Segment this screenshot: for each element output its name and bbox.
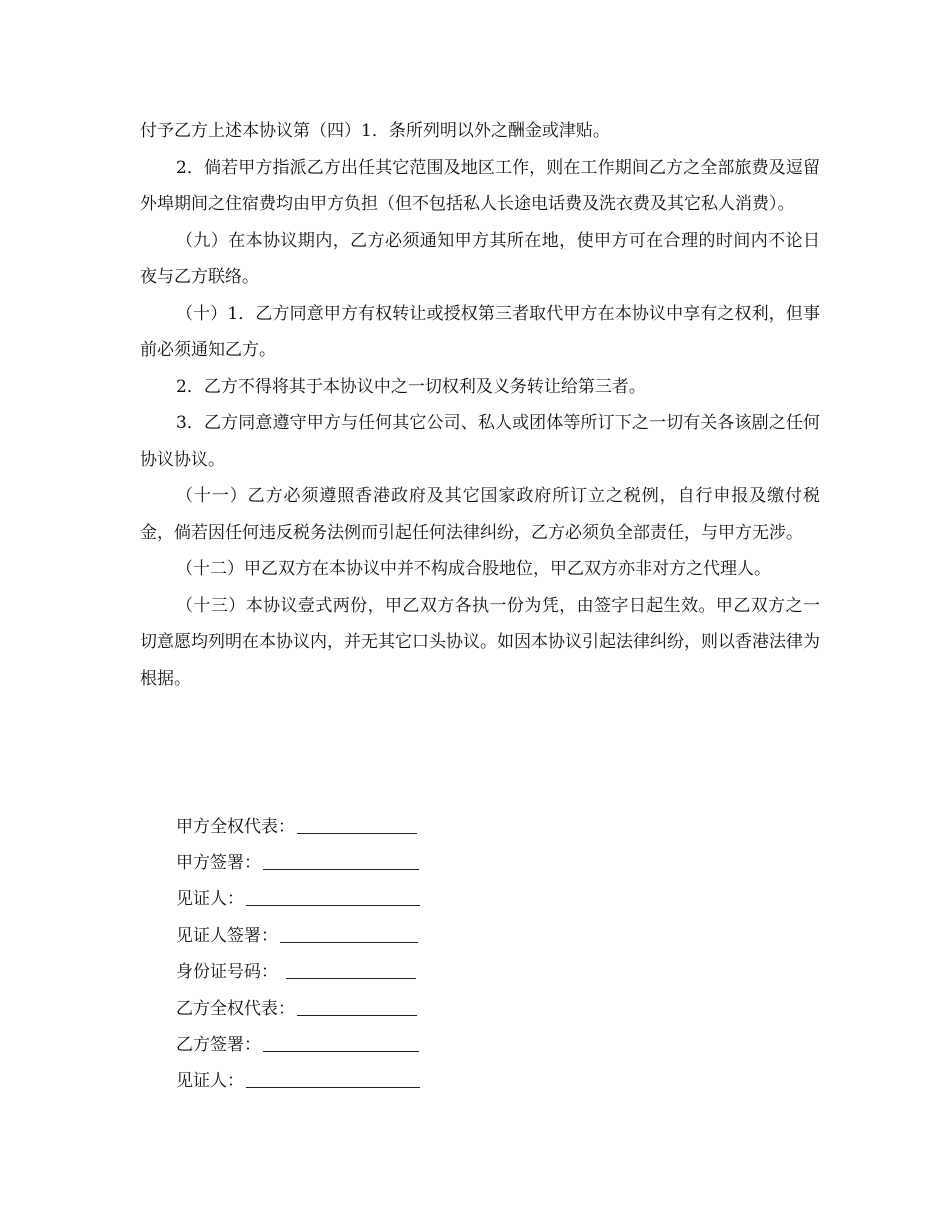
signature-line-party-a-representative: [176, 806, 420, 842]
document-body: [140, 113, 820, 697]
paragraph-clause-12: （十二）甲乙双方在本协议中并不构成合股地位，甲乙双方亦非对方之代理人。: [176, 559, 771, 579]
paragraph-clause-9: （九）在本协议期内，乙方必须通知甲方其所在地，使甲方可在合理的时间内不论日夜与乙方联络。: [140, 230, 820, 287]
paragraph-1: 付予乙方上述本协议第（四）1．条所列明以外之酬金或津贴。: [140, 121, 610, 141]
paragraph-clause-10-2: 2．乙方不得将其于本协议中之一切权利及义务转让给第三者。: [176, 376, 646, 397]
signature-line-party-a-signature: [176, 842, 420, 878]
paragraph-2: 2．倘若甲方指派乙方出任其它范围及地区工作，则在工作期间乙方之全部旅费及逗留外埠期间之住宿费均由甲方负担（但不包括私人长途电话费及洗衣费及其它私人消费）。: [140, 157, 820, 214]
signature-label: 见证人签署：: [176, 925, 278, 946]
signature-line-witness-a: [176, 879, 420, 915]
signature-blank[interactable]: [297, 815, 417, 834]
signature-label: 见证人：: [176, 889, 244, 910]
signature-blank[interactable]: [286, 960, 416, 979]
signature-label: 见证人：: [176, 1071, 244, 1092]
signature-line-witness-a-signature: [176, 915, 420, 951]
signature-label: 乙方签署：: [176, 1035, 261, 1056]
paragraph-clause-13: （十三）本协议壹式两份，甲乙双方各执一份为凭，由签字日起生效。甲乙双方之一切意愿均列明在本协议内，并无其它口头协议。如因本协议引起法律纠纷，则以香港法律为根据。: [140, 595, 820, 689]
signature-line-witness-b: [176, 1061, 420, 1097]
paragraph-clause-10-3: 3．乙方同意遵守甲方与任何其它公司、私人或团体等所订下之一切有关各该剧之任何协议协议。: [140, 413, 820, 470]
signature-block: [176, 806, 420, 1097]
signature-blank[interactable]: [263, 1033, 419, 1052]
signature-blank[interactable]: [246, 887, 420, 906]
paragraph-clause-11: （十一）乙方必须遵照香港政府及其它国家政府所订立之税例，自行申报及缴付税金，倘若因任何违反税务法例而引起任何法律纠纷，乙方必须负全部责任，与甲方无涉。: [140, 486, 820, 543]
signature-line-party-b-signature: [176, 1024, 420, 1060]
paragraph-clause-10-1: （十）1．乙方同意甲方有权转让或授权第三者取代甲方在本协议中享有之权利，但事前必须通知乙方。: [140, 303, 820, 360]
signature-line-id-number: [176, 952, 420, 988]
signature-label: 甲方全权代表：: [176, 816, 295, 837]
signature-label: 乙方全权代表：: [176, 998, 295, 1019]
signature-label: 身份证号码：: [176, 962, 278, 983]
signature-line-party-b-representative: [176, 988, 420, 1024]
signature-blank[interactable]: [263, 851, 419, 870]
signature-label: 甲方签署：: [176, 853, 261, 874]
signature-blank[interactable]: [246, 1069, 420, 1088]
signature-blank[interactable]: [297, 997, 417, 1016]
signature-blank[interactable]: [280, 924, 418, 943]
